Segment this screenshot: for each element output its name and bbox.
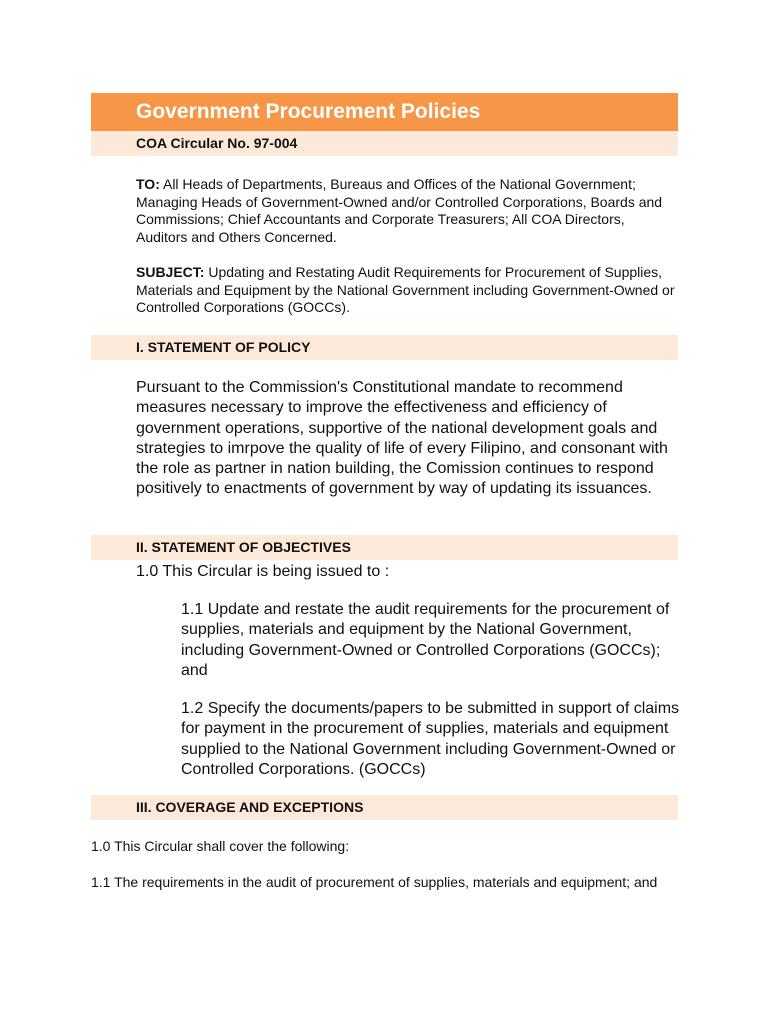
- subject-text: Updating and Restating Audit Requirements for Procurement of Supplies, Materials and Equipment by the National Government including Government-Owned or Controlled Corporations (GOCCs).: [136, 264, 675, 315]
- policy-heading: I. STATEMENT OF POLICY: [136, 339, 311, 355]
- circular-banner: [91, 131, 678, 156]
- to-label: TO:: [136, 176, 160, 192]
- document-title: Government Procurement Policies: [136, 100, 481, 123]
- objectives-intro: 1.0 This Circular is being issued to :: [136, 563, 390, 580]
- to-text: All Heads of Departments, Bureaus and Offices of the National Government; Managing Heads of Government-Owned and/or Controlled Corporations, Boards and Commissions; Chief Accountants and Corporate Treasurers; All COA Directors, Auditors and Others Concerned.: [136, 176, 663, 245]
- coverage-intro: 1.0 This Circular shall cover the following:: [91, 838, 350, 854]
- subject-label: SUBJECT:: [136, 264, 205, 280]
- coverage-heading: III. COVERAGE AND EXCEPTIONS: [136, 799, 364, 815]
- section-heading-policy: [91, 335, 678, 360]
- objectives-item-2: 1.2 Specify the documents/papers to be submitted in support of claims for payment in the procurement of supplies, materials and equipment supplied to the National Government including Government-Owned or Controlled Corporations. (GOCCs): [181, 700, 680, 778]
- coverage-item-1: 1.1 The requirements in the audit of procurement of supplies, materials and equipment; and: [91, 874, 658, 890]
- objectives-heading: II. STATEMENT OF OBJECTIVES: [136, 539, 351, 555]
- objectives-item-1: 1.1 Update and restate the audit requirements for the procurement of supplies, materials and equipment by the National Government, including Government-Owned or Controlled Corporations (GOCCs); and: [181, 601, 670, 679]
- circular-number: COA Circular No. 97-004: [136, 135, 298, 151]
- title-banner: [91, 93, 678, 131]
- section-heading-coverage: [91, 795, 678, 820]
- to-paragraph: [136, 176, 676, 246]
- subject-paragraph: [136, 264, 676, 317]
- section-heading-objectives: [91, 535, 678, 560]
- policy-paragraph: Pursuant to the Commission's Constitutional mandate to recommend measures necessary to improve the effectiveness and efficiency of government operations, supportive of the national development goals and strategies to imrpove the quality of life of every Filipino, and consonant with the role as partner in nation building, the Comission continues to respond positively to enactments of government by way of updating its issuances.: [136, 379, 668, 498]
